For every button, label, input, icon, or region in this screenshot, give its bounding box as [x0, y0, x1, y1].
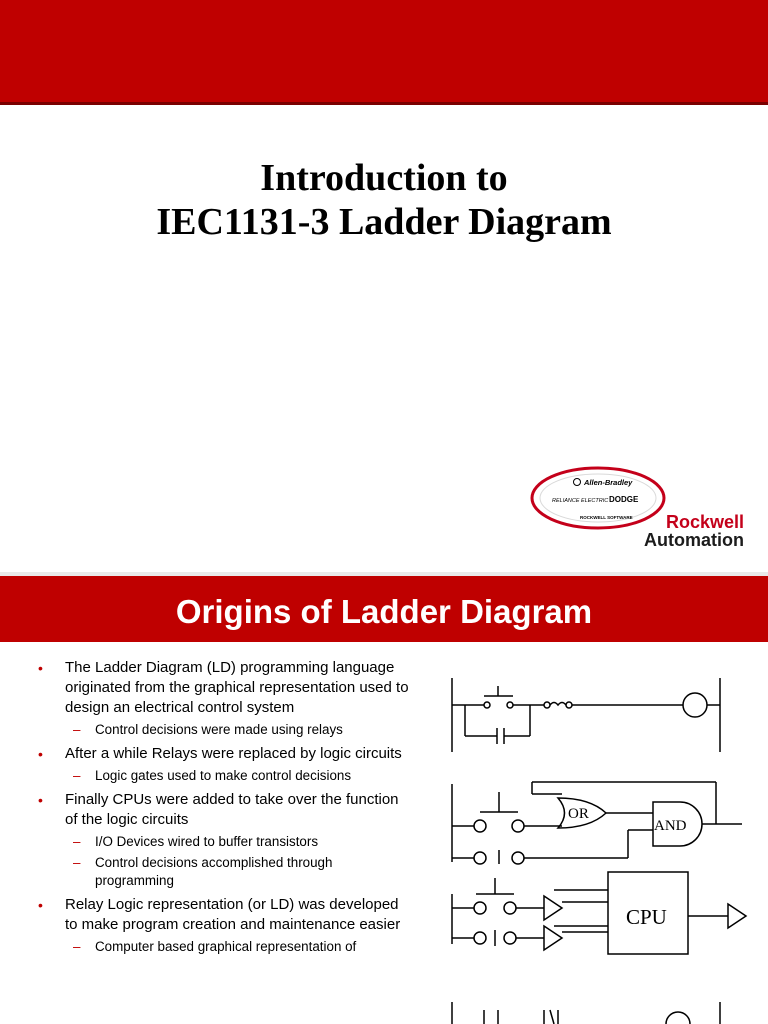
- sub-bullet-item: [38, 854, 410, 890]
- bullet-dot-icon: •: [38, 792, 43, 808]
- dash-icon: –: [73, 855, 81, 870]
- logo-name-automation: Automation: [644, 530, 744, 550]
- logo-brand-rockwell-software: ROCKWELL SOFTWARE: [580, 515, 633, 520]
- bullet-item: [38, 895, 410, 935]
- dash-icon: –: [73, 939, 81, 954]
- bullet-item: [38, 744, 410, 764]
- slide-title: [0, 156, 768, 244]
- bullet-dot-icon: •: [38, 897, 43, 913]
- header-band: [0, 0, 768, 102]
- sub-bullet-text: Control decisions were made using relays: [95, 722, 343, 737]
- bullet-item: [38, 658, 410, 718]
- sub-bullet-item: [38, 767, 410, 785]
- bullet-text: Finally CPUs were added to take over the function of the logic circuits: [65, 791, 399, 828]
- sub-bullet-text: I/O Devices wired to buffer transistors: [95, 834, 319, 849]
- bullet-list: [38, 658, 410, 956]
- bullet-item: [38, 790, 410, 830]
- bullet-dot-icon: •: [38, 746, 43, 762]
- or-gate-label: OR: [568, 806, 589, 822]
- partial-ladder-diagram: [452, 1002, 720, 1024]
- sub-bullet-item: [38, 721, 410, 739]
- dash-icon: –: [73, 722, 81, 737]
- bullet-text: After a while Relays were replaced by logic circuits: [65, 745, 402, 762]
- logo-name-rockwell: Rockwell: [665, 512, 744, 532]
- sub-bullet-text: Logic gates used to make control decisions: [95, 768, 352, 783]
- logo-brand-reliance: RELIANCE ELECTRIC: [552, 498, 609, 504]
- sub-bullet-text: Computer based graphical representation of: [95, 939, 357, 954]
- bullet-text: Relay Logic representation (or LD) was developed to make program creation and maintenance easier: [65, 896, 401, 933]
- evolution-diagrams: [440, 672, 760, 1024]
- logo-brand-allen-bradley: Allen-Bradley: [584, 478, 633, 487]
- sub-bullet-item: [38, 938, 410, 956]
- slide-title-line-1: Introduction to: [260, 157, 508, 199]
- rockwell-automation-logo: [528, 460, 748, 552]
- relay-ladder-diagram: [452, 678, 720, 752]
- sub-bullet-item: [38, 833, 410, 851]
- slide-heading: Origins of Ladder Diagram: [175, 593, 593, 630]
- dash-icon: –: [73, 834, 81, 849]
- logo-brand-dodge: DODGE: [609, 495, 639, 504]
- dash-icon: –: [73, 768, 81, 783]
- bullet-dot-icon: •: [38, 660, 43, 676]
- bullet-text: The Ladder Diagram (LD) programming language originated from the graphical representation used to design an electrical control system: [65, 659, 409, 716]
- and-gate-label: AND: [654, 818, 687, 834]
- header-divider: [0, 102, 768, 105]
- sub-bullet-text: Control decisions accomplished through programming: [95, 855, 333, 888]
- cpu-diagram: [452, 872, 746, 954]
- content-slide: [0, 576, 768, 1024]
- cpu-label: CPU: [626, 905, 667, 929]
- logic-gate-diagram: [452, 782, 742, 864]
- slide-title-line-2: IEC1131-3 Ladder Diagram: [156, 201, 612, 243]
